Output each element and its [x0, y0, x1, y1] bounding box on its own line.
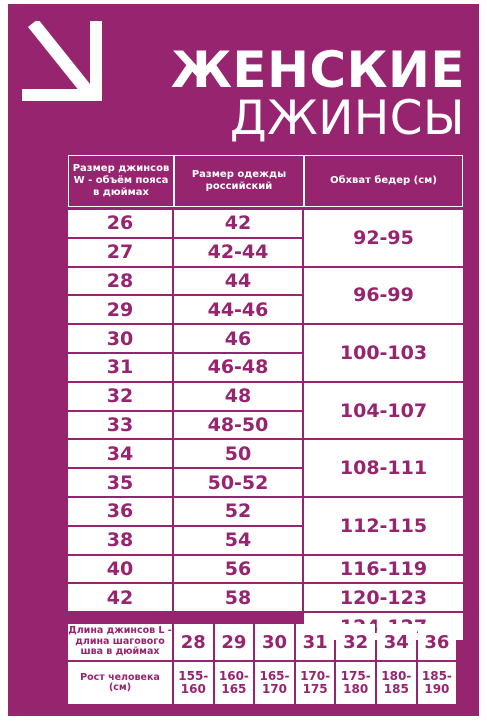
hips-cell: 96-99: [304, 268, 463, 324]
title-line-2: ДЖИНСЫ: [229, 91, 465, 146]
russian-size-cell: 48-50: [174, 412, 302, 439]
height-value-cell: 185-190: [418, 662, 457, 704]
height-value-cell: 170-175: [296, 662, 335, 704]
jeans-size-cell: 36: [68, 498, 172, 525]
title-line-1: ЖЕНСКИЕ: [170, 41, 465, 99]
hips-cell: 120-123: [304, 584, 463, 611]
jeans-size-cell: 26: [68, 210, 172, 237]
jeans-size-cell: 31: [68, 354, 172, 381]
russian-size-cell: 52: [174, 498, 302, 525]
jeans-size-cell: 32: [68, 383, 172, 410]
length-value-cell: 30: [255, 624, 294, 660]
jeans-size-cell: 27: [68, 239, 172, 266]
hips-cell: 108-111: [304, 440, 463, 496]
hips-cell: 100-103: [304, 325, 463, 381]
russian-size-cell: 48: [174, 383, 302, 410]
russian-size-cell: 56: [174, 556, 302, 583]
russian-size-cell: 42-44: [174, 239, 302, 266]
length-label: Длина джинсов L - длина шагового шва в дюймах: [68, 624, 172, 660]
hips-cell: 112-115: [304, 498, 463, 554]
russian-size-cell: 44: [174, 268, 302, 295]
russian-size-cell: 46-48: [174, 354, 302, 381]
length-value-cell: 29: [215, 624, 254, 660]
height-label: Рост человека (см): [68, 662, 172, 704]
russian-size-cell: 44-46: [174, 296, 302, 323]
length-value-cell: 34: [377, 624, 416, 660]
length-value-cell: 32: [336, 624, 375, 660]
size-chart-panel: [8, 4, 479, 716]
russian-size-cell: 54: [174, 527, 302, 554]
russian-size-cell: 50-52: [174, 469, 302, 496]
length-value-cell: 28: [174, 624, 213, 660]
header-hips: Обхват бедер (см): [304, 155, 463, 207]
jeans-size-cell: 38: [68, 527, 172, 554]
hips-cell: 104-107: [304, 383, 463, 439]
height-value-cell: 175-180: [336, 662, 375, 704]
header-russian-size: Размер одежды российский: [174, 155, 304, 207]
length-value-cell: 36: [418, 624, 457, 660]
jeans-size-cell: 40: [68, 556, 172, 583]
hips-cell: 92-95: [304, 210, 463, 266]
height-value-cell: 160-165: [215, 662, 254, 704]
jeans-size-cell: 30: [68, 325, 172, 352]
height-value-cell: 155-160: [174, 662, 213, 704]
hips-cell: 116-119: [304, 556, 463, 583]
russian-size-cell: 58: [174, 584, 302, 611]
arrow-down-right-icon: [22, 21, 114, 113]
header-jeans-size: Размер джинсов W - объём пояса в дюймах: [68, 155, 174, 207]
jeans-size-cell: 35: [68, 469, 172, 496]
russian-size-cell: 42: [174, 210, 302, 237]
jeans-size-cell: 28: [68, 268, 172, 295]
jeans-size-cell: 34: [68, 440, 172, 467]
length-value-cell: 31: [296, 624, 335, 660]
russian-size-cell: 50: [174, 440, 302, 467]
jeans-size-cell: 42: [68, 584, 172, 611]
height-value-cell: 180-185: [377, 662, 416, 704]
russian-size-cell: 46: [174, 325, 302, 352]
jeans-size-cell: 29: [68, 296, 172, 323]
jeans-size-cell: 33: [68, 412, 172, 439]
height-value-cell: 165-170: [255, 662, 294, 704]
